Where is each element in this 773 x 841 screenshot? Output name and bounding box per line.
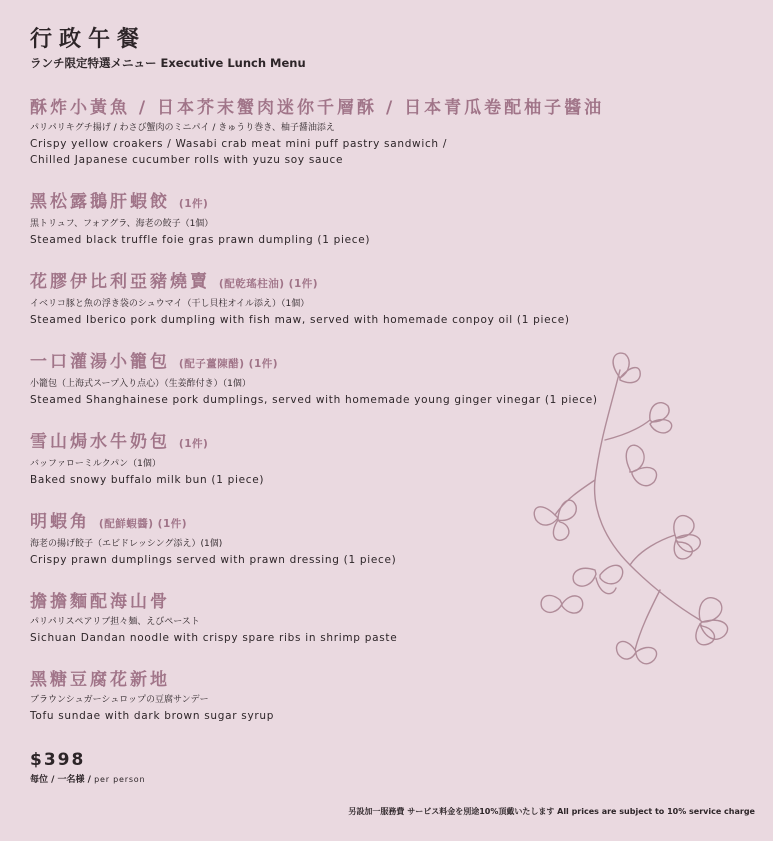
item-title: 明蝦角 (配鮮蝦醬) (1件) (30, 512, 188, 532)
item-english: Sichuan Dandan noodle with crispy spare ribs in shrimp paste (30, 632, 398, 644)
item-english: Crispy prawn dumplings served with prawn dressing (1 piece) (30, 554, 397, 566)
item-japanese: イベリコ豚と魚の浮き袋のシュウマイ（干し貝柱オイル添え）（1個） (30, 299, 310, 309)
item-japanese: 黒トリュフ、フォアグラ、海老の餃子（1個） (30, 219, 214, 229)
item-title: 擔擔麵配海山骨 (30, 592, 170, 612)
item-english: Crispy yellow croakers / Wasabi crab meat mini puff pastry sandwich / (30, 138, 448, 150)
menu-item (30, 190, 750, 248)
menu-item (30, 96, 750, 168)
item-title: 花膠伊比利亞豬燒賣 (配乾瑤柱油) (1件) (30, 272, 319, 292)
item-title: 黑松露鵝肝蝦餃 (1件) (30, 192, 209, 212)
menu-title: 行政午餐 (30, 27, 147, 52)
item-note: (1件) (178, 438, 209, 450)
item-english: Baked snowy buffalo milk bun (1 piece) (30, 474, 265, 486)
item-note: (配鮮蝦醬) (1件) (98, 518, 188, 530)
menu-item (30, 270, 750, 328)
item-japanese: パリパリスペアリブ担々麺、えびペースト (30, 617, 200, 627)
item-english: Steamed Iberico pork dumpling with fish maw, served with homemade conpoy oil (1 piece) (30, 314, 570, 326)
item-title: 酥炸小黃魚 / 日本芥末蟹肉迷你千層酥 / 日本青瓜卷配柚子醬油 (30, 98, 605, 118)
price: $398 (30, 750, 86, 770)
service-charge-note: 另設加一服務費 サービス料金を別途10%頂戴いたします All prices are subject to 10% service charge (348, 807, 755, 816)
item-japanese: バッファローミルクパン（1個） (30, 459, 161, 469)
item-note: (1件) (178, 198, 209, 210)
menu-subtitle: ランチ限定特選メニュー Executive Lunch Menu (30, 56, 306, 70)
menu-item (30, 430, 750, 488)
item-english: Steamed Shanghainese pork dumplings, served with homemade young ginger vinegar (1 piece) (30, 394, 598, 406)
item-title: 雪山焗水牛奶包 (1件) (30, 432, 209, 452)
item-title: 一口灌湯小籠包 (配子薑陳醋) (1件) (30, 352, 279, 372)
item-japanese: ブラウンシュガーシュロップの豆腐サンデー (30, 695, 209, 705)
item-japanese: 小籠包（上海式スープ入り点心）（生姜酢付き）（1個） (30, 379, 251, 389)
menu-item (30, 590, 750, 646)
item-english: Tofu sundae with dark brown sugar syrup (30, 710, 275, 722)
menu-item (30, 668, 750, 724)
per-person-label: 每位 / 一名様 / per person (30, 775, 146, 785)
item-english: Chilled Japanese cucumber rolls with yuzu soy sauce (30, 154, 344, 166)
item-japanese: 海老の揚げ餃子（エビドレッシング添え）(1個) (30, 539, 223, 549)
item-note: (配子薑陳醋) (1件) (178, 358, 279, 370)
item-japanese: パリパリキグチ揚げ / わさび蟹肉のミニパイ / きゅうり巻き、柚子醤油添え (30, 123, 335, 133)
menu-item (30, 350, 750, 408)
item-title: 黑糖豆腐花新地 (30, 670, 170, 690)
item-english: Steamed black truffle foie gras prawn dumpling (1 piece) (30, 234, 371, 246)
menu-items (30, 96, 750, 724)
menu-item (30, 510, 750, 568)
item-note: (配乾瑤柱油) (1件) (218, 278, 319, 290)
